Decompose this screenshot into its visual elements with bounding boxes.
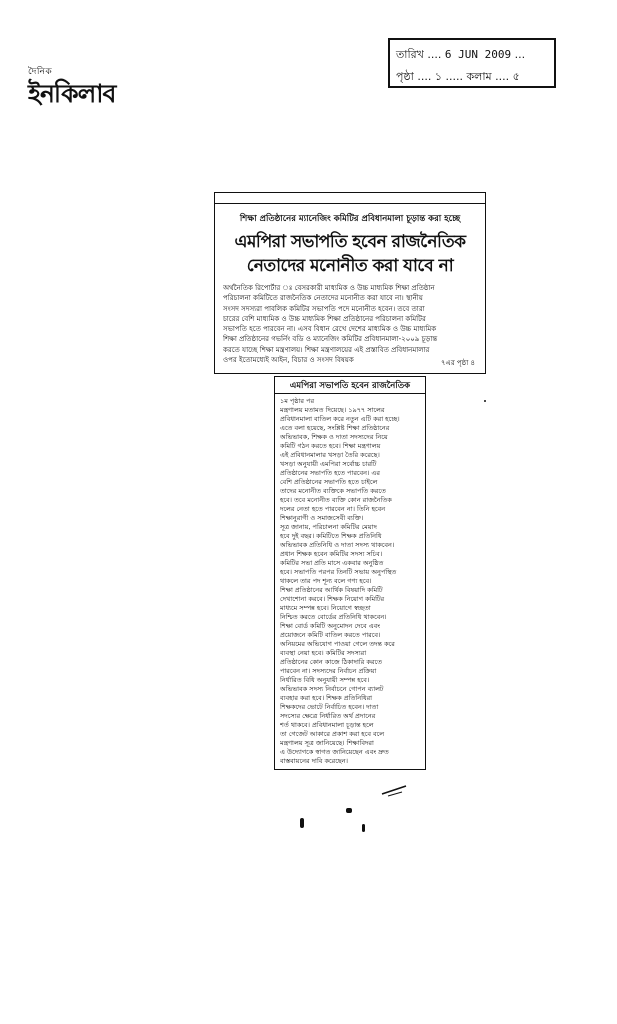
body-line: মন্ত্রণালয় সূত্র জানিয়েছে। শিক্ষাবিদরা [280,739,374,747]
body-line: এই প্রবিধানমালার খসড়া তৈরি করেছে। [280,451,380,459]
body-line: হবে দুই বছর। কমিটিতে শিক্ষক প্রতিনিধি [280,532,382,540]
body-line: শিক্ষা প্রতিষ্ঠানের আর্থিক বিষয়াদি কমিটি [280,586,383,594]
scan-mark [380,782,410,798]
stamp-date-value: 6 JUN 2009 [444,48,512,61]
body-line: চারের বেশি মাধ্যমিক ও উচ্চ মাধ্যমিক শিক্ষা প্রতিষ্ঠানের পরিচালনা কমিটির [223,314,426,323]
news-clipping [214,192,486,374]
body-line: অভিভাবক, শিক্ষক ও দাতা সদস্যদের নিয়ে [280,433,388,441]
stamp-column-label: কলাম [466,70,492,83]
stamp-date-label: তারিখ [396,48,424,61]
scan-speck [346,808,352,813]
body-line: শিক্ষা প্রতিষ্ঠানের গভর্নিং বডি ও ম্যানেজিং কমিটির প্রবিধানমালা-২০০৯ চূড়ান্ত [223,335,438,344]
body-line: ১ম পৃষ্ঠার পর [280,397,315,405]
masthead-prefix: দৈনিক [28,67,53,77]
body-line: সংসদ সদস্যরা পাবলিক কমিটির সভাপতি পদে মনোনীত হবেন। তবে তারা [223,304,425,313]
body-line: থাকলে তার পদ শূন্য বলে গণ্য হবে। [280,577,372,585]
body-line: অনিয়মের অভিযোগ পাওয়া গেলে তদন্ত করে [280,640,395,648]
body-line: কমিটির সভা প্রতি মাসে একবার অনুষ্ঠিত [280,559,384,567]
date-stamp [388,38,556,88]
body-line: ব্যবস্থা নেয়া হবে। কমিটির সদস্যরা [280,649,367,657]
body-line: এ উদ্যোগকে স্বাগত জানিয়েছেন এবং দ্রুত [280,748,389,756]
stamp-column-value: ৫ [512,70,520,83]
clipping-top-rule [215,203,485,204]
body-line: ব্যবহার করা হবে। শিক্ষক প্রতিনিধিরা [280,694,373,702]
masthead-title: ইনকিলাব [28,79,116,108]
body-line: সদস্যের ক্ষেত্রে নির্ধারিত অর্থ প্রদানের [280,712,376,720]
body-line: শিক্ষা বোর্ড কমিটি অনুমোদন দেবে এবং [280,622,381,630]
body-line: পারবেন না। সদস্যদের নির্বাচন প্রক্রিয়া [280,667,377,675]
body-line: নির্ধারিত বিধি অনুযায়ী সম্পন্ন হবে। [280,676,370,684]
body-line: পরিচালনা কমিটিতে রাজনৈতিক নেতাদের মনোনীত করা যাবে না। স্থানীয় [223,294,423,303]
continuation-body [280,397,420,766]
body-line: দলের নেতা হতে পারবেন না। তিনি হবেন [280,505,386,513]
stamp-page-label: পৃষ্ঠা [396,70,414,83]
body-line: ওপর ইতোমধ্যেই আইন, বিচার ও সংসদ বিষয়ক [223,356,354,365]
body-line: প্রবিধানমালা বাতিল করে নতুন এটি করা হচ্ছে। [280,415,400,423]
scan-speck [300,818,304,828]
continued-marker: ৭এর পৃষ্ঠা ৪ [440,359,475,367]
body-line: প্রতিষ্ঠানের সভাপতি হতে পারবেন। এর [280,469,380,477]
body-line: প্রধান শিক্ষক হবেন কমিটির সদস্য সচিব। [280,550,383,558]
headline-line-1: এমপিরা সভাপতি হবেন রাজনৈতিক [234,232,466,252]
body-line: শিক্ষকদের ভোটে নির্বাচিত হবেন। দাতা [280,703,379,711]
scan-speck [362,824,365,832]
body-line: সভাপতি হতে পারবেন না। এসব বিধান রেখে দেশের মাধ্যমিক ও উচ্চ মাধ্যমিক [223,325,437,334]
body-line: সূত্র জানায়, পরিচালনা কমিটির মেয়াদ [280,523,377,531]
body-line: করতে যাচ্ছে শিক্ষা মন্ত্রণালয়। শিক্ষা মন্ত্রণালয়ের এই প্রস্তাবিত প্রবিধানমালার [223,345,430,354]
stamp-date-row: তারিখ .... 6 JUN 2009 ... [396,48,526,61]
body-line: দেখাশোনা করবে। শিক্ষক নিয়োগ কমিটির [280,595,385,603]
body-line: শিক্ষানুরাগী ও সমাজসেবী ব্যক্তি। [280,514,364,522]
body-line: অভিভাবক প্রতিনিধি ও দাতা সদস্য থাকবেন। [280,541,395,549]
headline-line-2: নেতাদের মনোনীত করা যাবে না [246,256,454,276]
stamp-page-value: ১ [434,70,442,83]
scan-speck [484,400,486,402]
continuation-header: এমপিরা সভাপতি হবেন রাজনৈতিক [275,379,425,394]
body-line: মাধ্যমে সম্পন্ন হবে। নিয়োগে স্বচ্ছতা [280,604,371,612]
body-line: মন্ত্রণালয় মতামত দিয়েছে। ১৯৭৭ সালের [280,406,385,414]
body-line: এতে বলা হয়েছে, সংশ্লিষ্ট শিক্ষা প্রতিষ্ঠানের [280,424,390,432]
body-line: প্রয়োজনে কমিটি বাতিল করতে পারবে। [280,631,381,639]
body-line: কমিটি গঠন করতে হবে। শিক্ষা মন্ত্রণালয় [280,442,381,450]
clipping-kicker: শিক্ষা প্রতিষ্ঠানের ম্যানেজিং কমিটির প্রবিধানমালা চূড়ান্ত করা হচ্ছে [239,214,461,224]
continuation-clipping [274,376,426,770]
body-line: নিশ্চিত করতে বোর্ডের প্রতিনিধি থাকবেন। [280,613,387,621]
body-line: বেশি প্রতিষ্ঠানের সভাপতি হতে চাইলে [280,478,378,486]
body-line: হবে। তবে মনোনীত ব্যক্তি কোন রাজনৈতিক [280,496,392,504]
body-line: অভিভাবক সদস্য নির্বাচনে গোপন ব্যালট [280,685,384,693]
body-line: বাস্তবায়নের দাবি করেছেন। [280,757,348,765]
body-line: প্রতিষ্ঠানের কোন কাজে ঠিকাদারি করতে [280,658,382,666]
clipping-body [223,283,477,365]
body-line: তাদের মনোনীত ব্যক্তিকে সভাপতি করতে [280,487,386,495]
body-line: শর্ত থাকবে। প্রবিধানমালা চূড়ান্ত হলে [280,721,374,729]
body-line: হবে। সভাপতি পরপর তিনটি সভায় অনুপস্থিত [280,568,397,576]
body-line: তা গেজেট আকারে প্রকাশ করা হবে বলে [280,730,385,738]
body-line: খসড়া অনুযায়ী এমপিরা সর্বোচ্চ চারটি [280,460,377,468]
stamp-page-row: পৃষ্ঠা .... ১ ..... কলাম .... ৫ [396,70,520,83]
body-line: অর্থনৈতিক রিপোর্টার ঃ বেসরকারী মাধ্যমিক ও উচ্চ মাধ্যমিক শিক্ষা প্রতিষ্ঠান [223,284,435,292]
